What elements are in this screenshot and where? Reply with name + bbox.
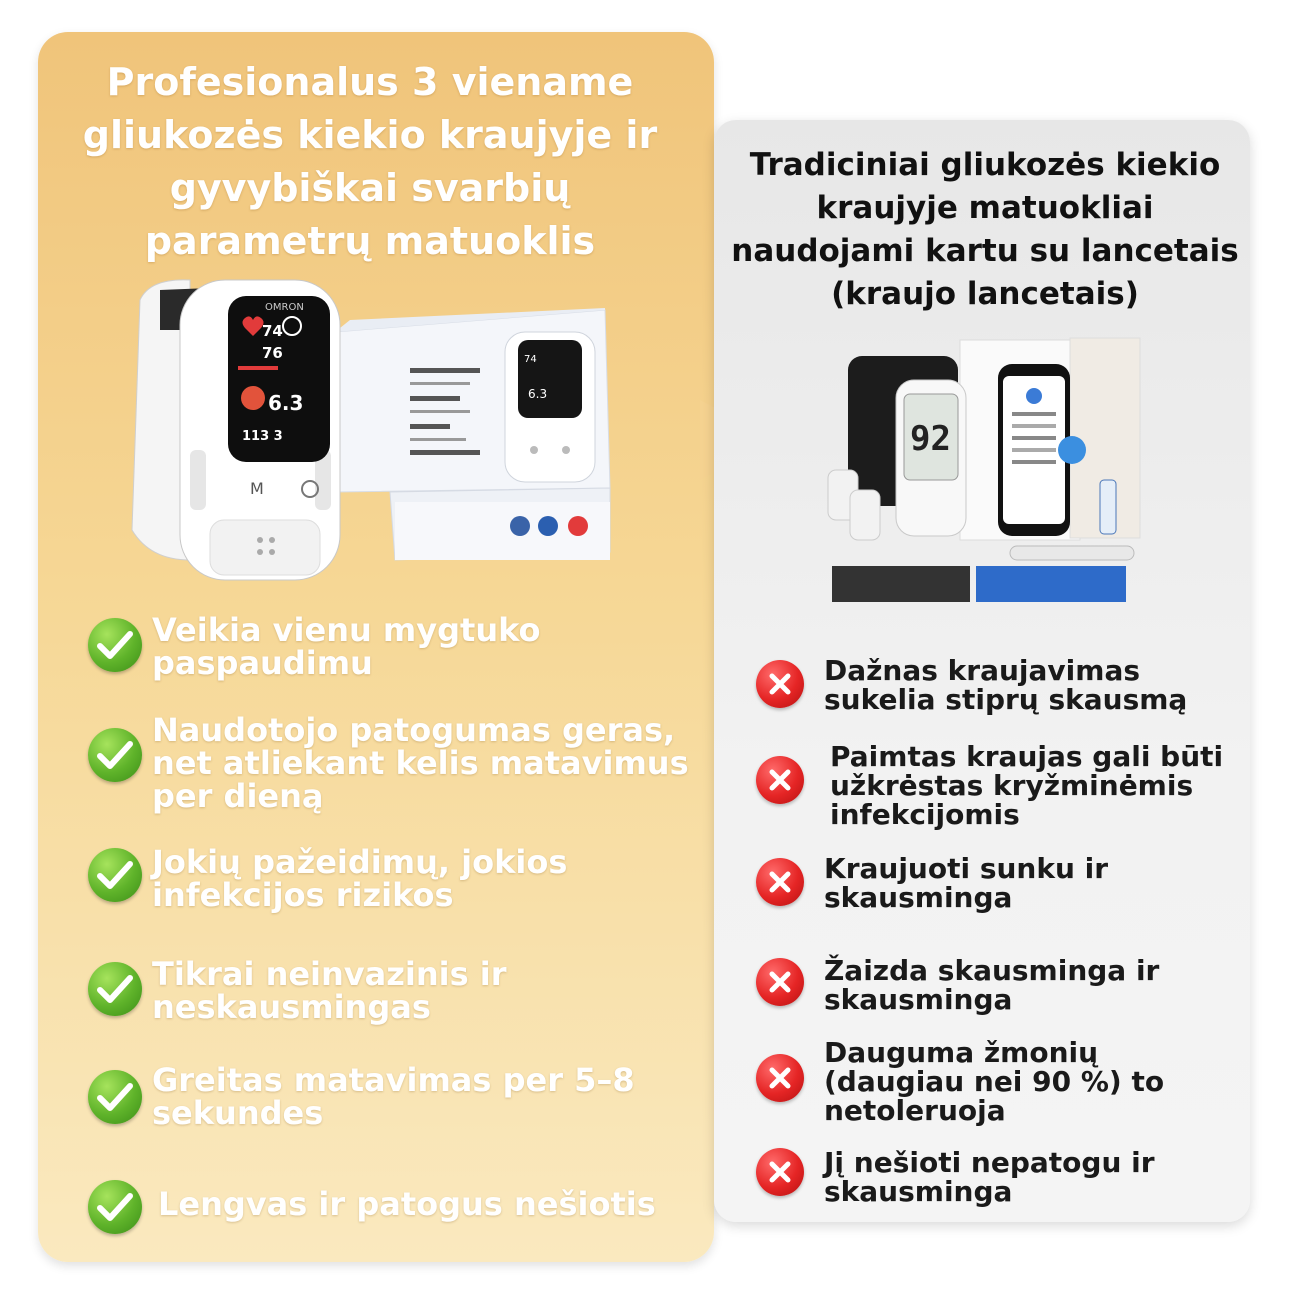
left-panel-title: Profesionalus 3 viename gliukozės kiekio kraujyje ir gyvybiškai svarbių parametrų matuoklis xyxy=(82,60,658,263)
svg-text:OMRON: OMRON xyxy=(265,302,304,313)
box-screen-text: 74 xyxy=(524,354,537,365)
check-icon xyxy=(88,618,142,672)
pro-item xyxy=(88,1180,688,1260)
meter-reading: 92 xyxy=(910,419,951,459)
pro-text: Jokių pažeidimų, jokios infekcijos rizikos xyxy=(152,843,568,914)
check-icon xyxy=(88,848,142,902)
con-text: Kraujuoti sunku ir skausminga xyxy=(824,852,1109,914)
cross-icon xyxy=(756,1054,804,1102)
cross-icon xyxy=(756,1148,804,1196)
pro-item xyxy=(88,611,688,694)
con-text: Paimtas kraujas gali būti užkrėstas kryžminėmis infekcijomis xyxy=(830,740,1224,831)
con-text: Jį nešioti nepatogu ir skausminga xyxy=(824,1146,1155,1208)
pro-item xyxy=(88,955,688,1038)
con-text: Dauguma žmonių (daugiau nei 90 %) to netoleruoja xyxy=(824,1036,1165,1127)
device-screen-value-2: 76 xyxy=(262,344,283,362)
omron-device-image xyxy=(120,270,620,590)
cross-icon xyxy=(756,660,804,708)
pro-item xyxy=(88,843,688,926)
omron-device-illustration xyxy=(120,270,620,590)
right-panel-title: Tradiciniai gliukozės kiekio kraujyje matuokliai naudojami kartu su lancetais (kraujo lancetais) xyxy=(731,147,1239,312)
pro-item xyxy=(88,711,689,815)
glucose-meter-kit-image xyxy=(820,320,1150,610)
check-icon xyxy=(88,1070,142,1124)
device-screen-value-4: 113 3 xyxy=(242,429,283,444)
pro-text: Tikrai neinvazinis ir neskausmingas xyxy=(152,955,507,1026)
pro-item xyxy=(88,1061,688,1144)
glucose-meter-kit-illustration xyxy=(820,320,1150,610)
cross-icon xyxy=(756,958,804,1006)
pro-text: Greitas matavimas per 5–8 sekundes xyxy=(152,1061,635,1132)
cross-icon xyxy=(756,858,804,906)
check-icon xyxy=(88,728,142,782)
pro-text: Lengvas ir patogus nešiotis xyxy=(158,1185,656,1223)
device-screen-value-1: 74 xyxy=(262,322,283,340)
svg-text:6.3: 6.3 xyxy=(528,387,548,401)
pro-text: Veikia vienu mygtuko paspaudimu xyxy=(152,611,541,682)
con-text: Žaizda skausminga ir skausminga xyxy=(824,954,1160,1016)
con-text: Dažnas kraujavimas sukelia stiprų skausmą xyxy=(824,654,1188,716)
cross-icon xyxy=(756,756,804,804)
pro-text: Naudotojo patogumas geras, net atliekant kelis matavimus per dieną xyxy=(152,711,689,815)
check-icon xyxy=(88,962,142,1016)
check-icon xyxy=(88,1180,142,1234)
mode-button-label: M xyxy=(250,479,264,498)
device-screen-value-3: 6.3 xyxy=(268,391,304,415)
